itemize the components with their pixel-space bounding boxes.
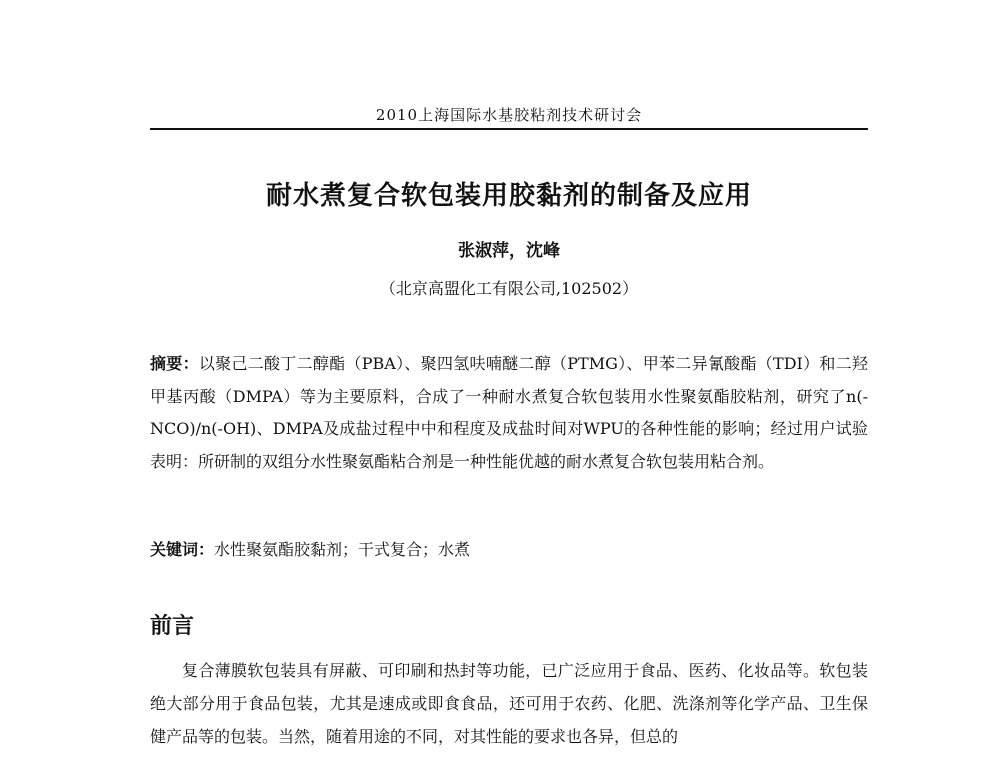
abstract-text: 以聚己二酸丁二醇酯（PBA）、聚四氢呋喃醚二醇（PTMG）、甲苯二异氰酸酯（TDI）和二羟甲基丙酸（DMPA）等为主要原料，合成了一种耐水煮复合软包装用水性聚氨酯胶粘剂，研究了n(-NCO)/n(-OH)、DMPA及成盐过程中中和程度及成盐时间对WPU的各种性能的影响；经过用户试验表明：所研制的双组分水性聚氨酯粘合剂是一种性能优越的耐水煮复合软包装用粘合剂。	[150, 354, 868, 471]
keywords-label: 关键词：	[150, 540, 215, 559]
abstract	[150, 348, 868, 478]
conference-header: 2010上海国际水基胶粘剂技术研讨会	[375, 106, 643, 124]
preface-paragraph: 复合薄膜软包装具有屏蔽、可印刷和热封等功能，已广泛应用于食品、医药、化妆品等。软包装绝大部分用于食品包装，尤其是速成或即食食品，还可用于农药、化肥、洗涤剂等化学产品、卫生保健产品等的包装。当然，随着用途的不同，对其性能的要求也各异，但总的	[150, 661, 868, 746]
abstract-label: 摘要：	[150, 354, 199, 373]
keywords-text: 水性聚氨酯胶黏剂；干式复合；水煮	[214, 540, 471, 559]
paper-authors: 张淑萍，沈峰	[458, 241, 560, 261]
section-heading-preface: 前言	[150, 613, 195, 639]
paper-affiliation: （北京高盟化工有限公司,102502）	[379, 279, 639, 298]
keywords	[150, 537, 868, 560]
header-rule	[150, 128, 868, 130]
paper-title: 耐水煮复合软包装用胶黏剂的制备及应用	[265, 181, 752, 211]
